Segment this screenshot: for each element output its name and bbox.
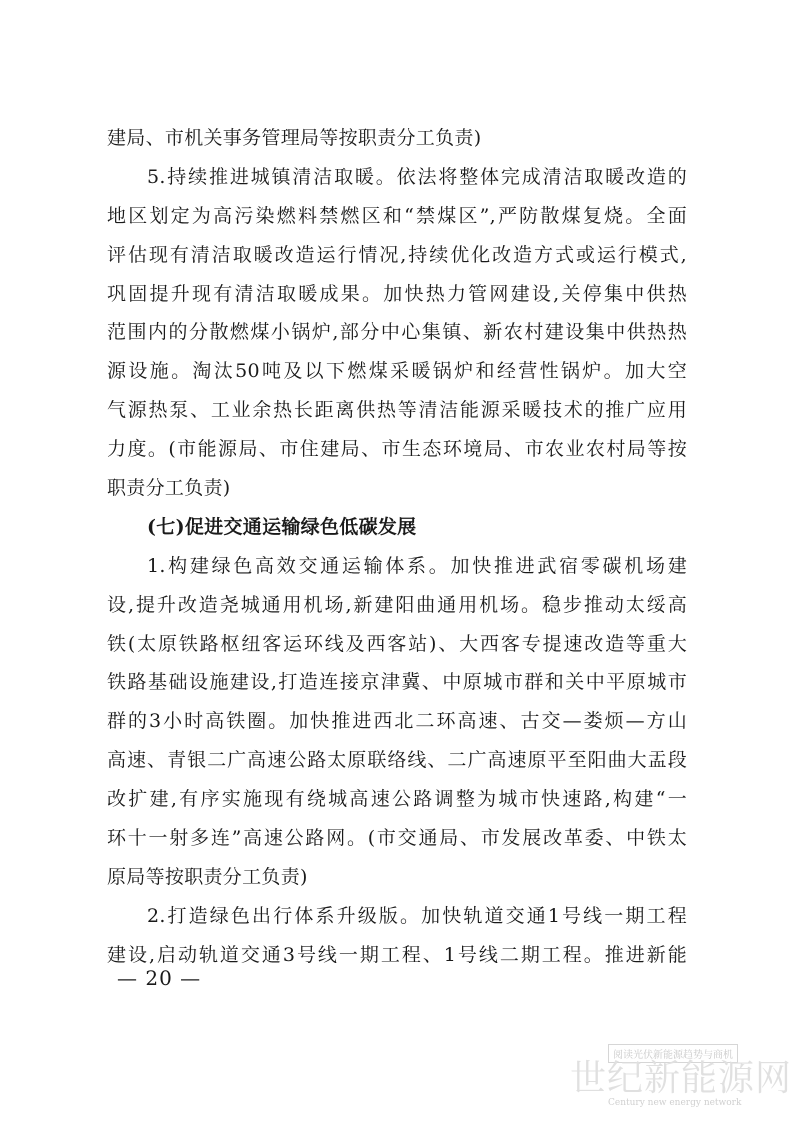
paragraph-line: 铁路基础设施建设,打造连接京津冀、中原城市群和关中平原城市 xyxy=(107,671,687,694)
paragraph-line: 气源热泵、工业余热长距离供热等清洁能源采暖技术的推广应用 xyxy=(107,399,687,422)
paragraph-line: 高速、青银二广高速公路太原联络线、二广高速原平至阳曲大盂段 xyxy=(107,749,687,772)
paragraph-line: 设,提升改造尧城通用机场,新建阳曲通用机场。稳步推动太绥高 xyxy=(107,593,687,616)
document-body xyxy=(107,119,687,975)
paragraph-line: 建设,启动轨道交通3号线一期工程、1号线二期工程。推进新能 xyxy=(107,943,687,966)
watermark-logo xyxy=(568,1040,793,1112)
watermark-tagline: 阅读光伏新能源趋势与商机 xyxy=(608,1044,738,1063)
paragraph-line: 1.构建绿色高效交通运输体系。加快推进武宿零碳机场建 xyxy=(147,554,687,577)
paragraph-line: 环十一射多连”高速公路网。(市交通局、市发展改革委、中铁太 xyxy=(107,827,687,850)
page-number: — 20 — xyxy=(117,966,202,990)
paragraph-line: 职责分工负责) xyxy=(107,477,231,500)
paragraph-line: 群的3小时高铁圈。加快推进西北二环高速、古交—娄烦—方山 xyxy=(107,710,687,733)
paragraph-line: 5.持续推进城镇清洁取暖。依法将整体完成清洁取暖改造的 xyxy=(147,165,687,188)
paragraph-line: 范围内的分散燃煤小锅炉,部分中心集镇、新农村建设集中供热热 xyxy=(107,321,687,344)
paragraph-line: 建局、市机关事务管理局等按职责分工负责) xyxy=(107,127,482,149)
paragraph-line: 源设施。淘汰50吨及以下燃煤采暖锅炉和经营性锅炉。加大空 xyxy=(107,360,687,383)
paragraph-line: 原局等按职责分工负责) xyxy=(107,865,308,888)
paragraph-line: 评估现有清洁取暖改造运行情况,持续优化改造方式或运行模式, xyxy=(107,243,687,266)
section-heading: (七)促进交通运输绿色低碳发展 xyxy=(147,515,417,538)
paragraph-line: 铁(太原铁路枢纽客运环线及西客站)、大西客专提速改造等重大 xyxy=(107,632,687,655)
watermark-subtitle: Century new energy network xyxy=(608,1098,742,1108)
paragraph-line: 改扩建,有序实施现有绕城高速公路调整为城市快速路,构建“一 xyxy=(107,788,687,811)
paragraph-line: 力度。(市能源局、市住建局、市生态环境局、市农业农村局等按 xyxy=(107,438,687,461)
paragraph-line: 2.打造绿色出行体系升级版。加快轨道交通1号线一期工程 xyxy=(147,904,687,927)
paragraph-line: 巩固提升现有清洁取暖成果。加快热力管网建设,关停集中供热 xyxy=(107,282,687,305)
paragraph-line: 地区划定为高污染燃料禁燃区和“禁煤区”,严防散煤复烧。全面 xyxy=(107,204,687,227)
watermark-title: 世纪新能源网 xyxy=(570,1058,793,1099)
